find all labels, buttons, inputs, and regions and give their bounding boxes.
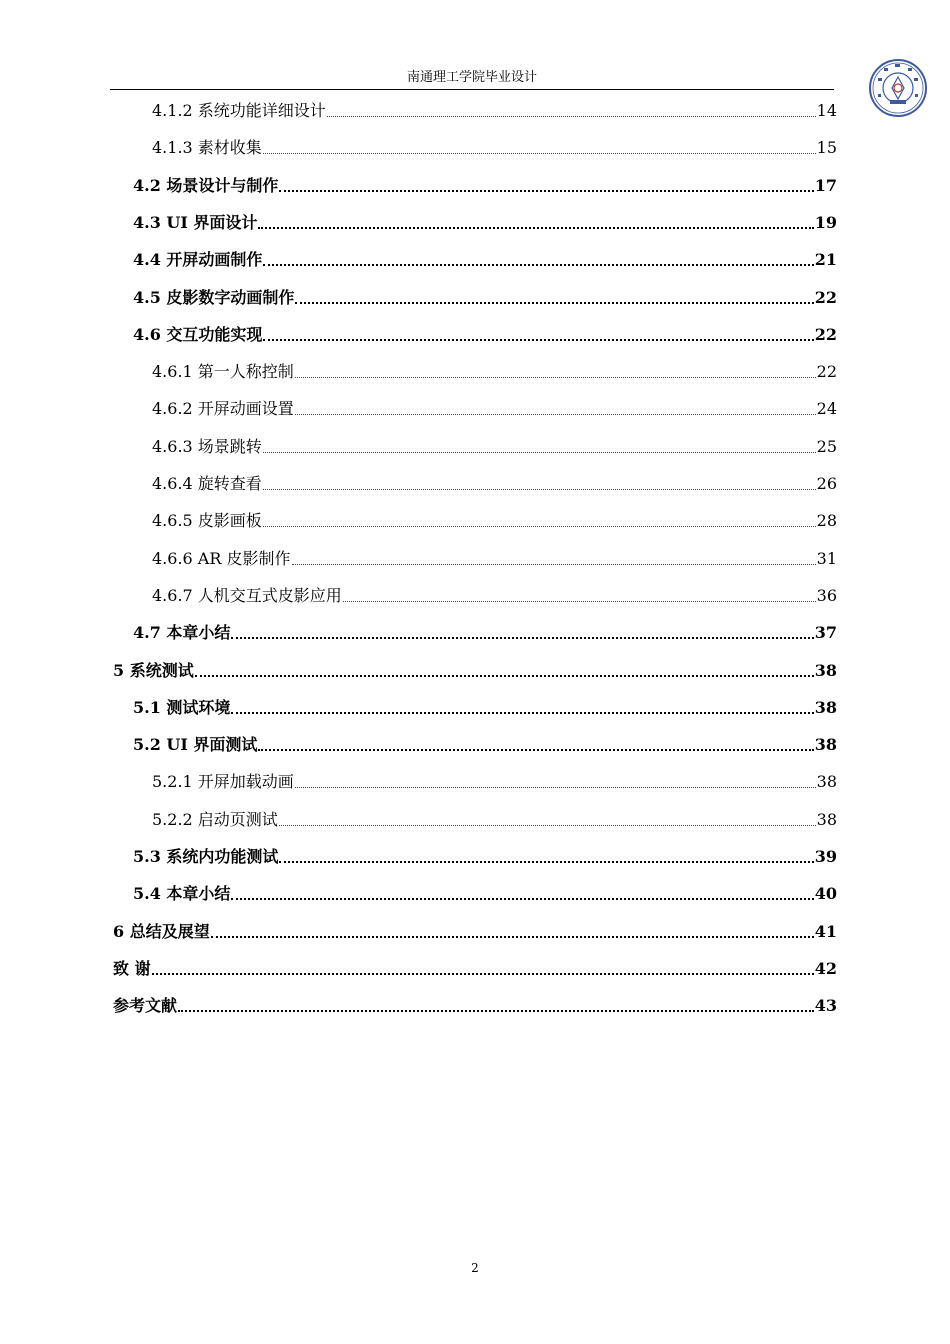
- toc-entry[interactable]: [152, 361, 837, 383]
- toc-entry-page: 38: [814, 660, 837, 680]
- toc-dot-leader: [258, 749, 813, 751]
- toc-entry-label: 参考文献: [113, 996, 178, 1016]
- toc-dot-leader: [279, 190, 813, 192]
- toc-entry[interactable]: [152, 548, 837, 570]
- toc-entry-page: 28: [816, 511, 837, 531]
- toc-entry-label: 4.6.4 旋转查看: [152, 474, 262, 493]
- toc-entry-page: 19: [814, 212, 837, 232]
- toc-entry-label: 致 谢: [113, 958, 151, 978]
- toc-entry-page: 26: [816, 474, 837, 493]
- toc-entry[interactable]: [152, 473, 837, 495]
- toc-entry-page: 17: [814, 175, 837, 195]
- toc-entry[interactable]: [113, 921, 837, 943]
- toc-entry-page: 36: [816, 585, 837, 605]
- toc-entry-label: 4.6.6 AR 皮影制作: [152, 548, 291, 568]
- toc-entry-page: 40: [814, 884, 837, 904]
- toc-entry-page: 39: [814, 847, 837, 866]
- toc-dot-leader: [263, 452, 816, 453]
- toc-dot-leader: [295, 302, 813, 304]
- toc-entry[interactable]: [152, 510, 837, 532]
- toc-dot-leader: [292, 564, 816, 565]
- toc-entry-label: 4.6.3 场景跳转: [152, 436, 262, 456]
- toc-entry[interactable]: [152, 398, 837, 420]
- toc-dot-leader: [295, 414, 816, 415]
- toc-entry-label: 4.6.2 开屏动画设置: [152, 399, 294, 419]
- toc-entry[interactable]: [113, 660, 837, 682]
- toc-dot-leader: [231, 712, 813, 714]
- toc-entry-page: 15: [816, 138, 837, 158]
- toc-dot-leader: [295, 377, 816, 378]
- toc-entry-label: 4.1.3 素材收集: [152, 138, 262, 158]
- toc-entry-page: 25: [816, 436, 837, 456]
- toc-entry[interactable]: [133, 622, 837, 644]
- toc-dot-leader: [263, 489, 816, 490]
- toc-entry-page: 24: [816, 399, 837, 419]
- toc-dot-leader: [279, 825, 816, 826]
- toc-entry[interactable]: [152, 100, 837, 122]
- toc-entry-label: 5.2.2 启动页测试: [152, 809, 278, 829]
- toc-entry[interactable]: [152, 137, 837, 159]
- university-seal-icon: [868, 58, 928, 118]
- toc-entry-label: 4.2 场景设计与制作: [133, 175, 279, 195]
- toc-entry-label: 4.4 开屏动画制作: [133, 250, 263, 270]
- toc-entry[interactable]: [113, 995, 837, 1017]
- toc-dot-leader: [231, 898, 813, 900]
- toc-dot-leader: [295, 787, 816, 788]
- toc-entry[interactable]: [152, 585, 837, 607]
- toc-dot-leader: [263, 264, 813, 266]
- toc-entry-label: 4.6.1 第一人称控制: [152, 362, 294, 382]
- toc-entry-label: 4.1.2 系统功能详细设计: [152, 101, 326, 120]
- toc-entry-page: 38: [814, 697, 837, 717]
- toc-entry-page: 21: [814, 250, 837, 270]
- toc-dot-leader: [178, 1010, 814, 1012]
- toc-entry-page: 22: [814, 287, 837, 307]
- toc-entry-page: 38: [816, 772, 837, 792]
- toc-dot-leader: [152, 973, 814, 975]
- toc-entry[interactable]: [133, 734, 837, 756]
- toc-entry[interactable]: [133, 249, 837, 271]
- toc-entry[interactable]: [133, 697, 837, 719]
- header-rule: [110, 89, 834, 90]
- toc-dot-leader: [258, 227, 813, 229]
- toc-entry-label: 5.3 系统内功能测试: [133, 847, 279, 866]
- toc-entry-label: 5.1 测试环境: [133, 697, 231, 717]
- toc-entry-label: 4.6.5 皮影画板: [152, 511, 262, 531]
- header-title: 南通理工学院毕业设计: [406, 70, 537, 85]
- toc-entry-page: 37: [814, 623, 837, 643]
- page-number: 2: [471, 1261, 479, 1275]
- toc-entry-label: 4.7 本章小结: [133, 623, 231, 643]
- toc-dot-leader: [343, 601, 816, 602]
- toc-entry-label: 5 系统测试: [113, 660, 194, 680]
- toc-entry-label: 5.2 UI 界面测试: [133, 735, 258, 755]
- toc-entry-label: 4.6.7 人机交互式皮影应用: [152, 585, 342, 605]
- toc-entry[interactable]: [133, 324, 837, 346]
- toc-entry[interactable]: [133, 883, 837, 905]
- toc-entry-page: 31: [816, 548, 837, 568]
- toc-entry[interactable]: [133, 212, 837, 234]
- toc-entry-page: 22: [816, 362, 837, 382]
- toc-dot-leader: [263, 153, 816, 154]
- toc-entry[interactable]: [152, 809, 837, 831]
- toc-entry[interactable]: [113, 958, 837, 980]
- toc-entry[interactable]: [133, 846, 837, 868]
- toc-dot-leader: [231, 637, 813, 639]
- toc-entry[interactable]: [152, 436, 837, 458]
- toc-entry-page: 43: [814, 996, 837, 1016]
- toc-dot-leader: [211, 936, 814, 938]
- toc-dot-leader: [327, 116, 816, 117]
- toc-entry[interactable]: [133, 287, 837, 309]
- toc-entry-page: 42: [814, 958, 837, 978]
- toc-dot-leader: [263, 339, 813, 341]
- toc-entry-page: 41: [814, 921, 837, 941]
- toc-dot-leader: [279, 861, 813, 863]
- toc-dot-leader: [195, 675, 814, 677]
- toc-entry-page: 38: [814, 735, 837, 755]
- toc-entry-label: 4.3 UI 界面设计: [133, 212, 258, 232]
- toc-dot-leader: [263, 526, 816, 527]
- toc-entry[interactable]: [152, 771, 837, 793]
- toc-entry-page: 14: [816, 101, 837, 120]
- toc-entry-page: 22: [814, 324, 837, 344]
- toc-entry-page: 38: [816, 809, 837, 829]
- toc-entry-label: 4.6 交互功能实现: [133, 324, 263, 344]
- toc-entry[interactable]: [133, 175, 837, 197]
- toc-entry-label: 5.4 本章小结: [133, 884, 231, 904]
- toc-entry-label: 6 总结及展望: [113, 921, 210, 941]
- toc-entry-label: 4.5 皮影数字动画制作: [133, 287, 295, 307]
- toc-entry-label: 5.2.1 开屏加载动画: [152, 772, 294, 792]
